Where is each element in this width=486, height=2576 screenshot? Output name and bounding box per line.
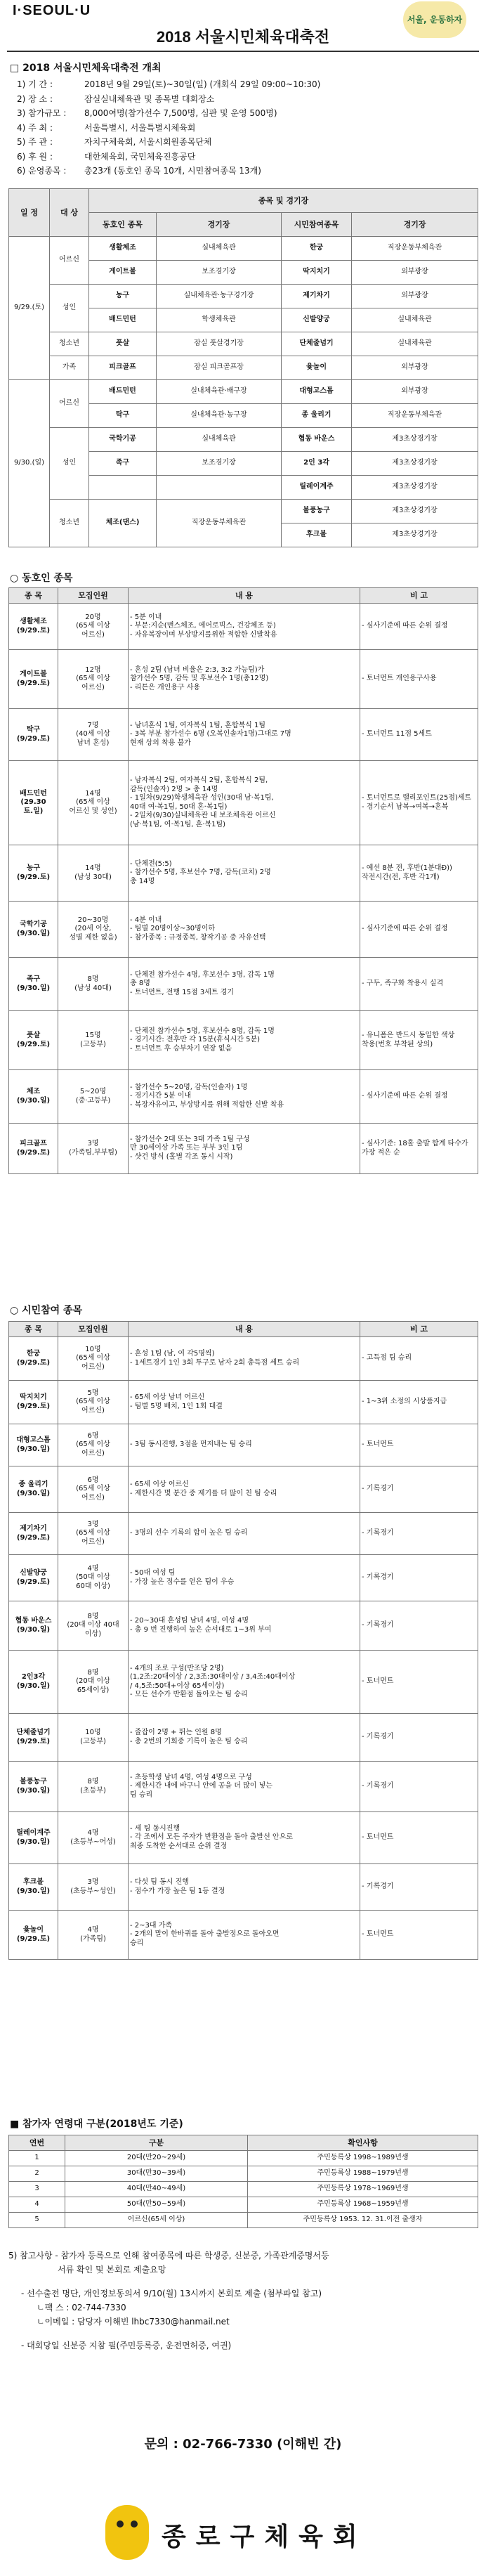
table-row: 4 50대(만50~59세) 주민등록상 1968~1959년생: [9, 2197, 478, 2213]
table-row: 배드민턴 (29.30 토.일) 14명 (65세 이상 어르신 및 성인) - 남자복식 2팀, 여자복식 2팀, 혼합복식 2팀, 감독(인솔자) 2명 > 총 14명 - 1일차(9/29)학생체육관 성인(30대 남·복1팀, 40대 여·복1팀, 50대 혼·복1팀) - 2일차(9/30)실내체육관 내 보조체육관 어르신 (남·복1팀, 여·복1팀, 혼·복1팀) - 토너먼트로 랠리포인트(25점)세트 - 경기순서 남복→여복→혼복: [9, 761, 478, 845]
table-row: 5 어르신(65세 이상) 주민등록상 1953. 12. 31.이전 출생자: [9, 2213, 478, 2228]
campaign-logo: 서울, 운동하자: [403, 1, 466, 38]
notes: 5) 참고사항 - 참가자 등록으로 인해 참여종목에 따른 학생증, 신분증, 가족관계증명서등 서류 확인 및 본회로 제출요망 - 선수출전 명단, 개인정보동의서 9/10(월) 13시까지 본회로 제출 (첨부파일 참고) ㄴ팩 스 : 02-744-7330 ㄴ이메일 : 담당자 이해빈 lhbc7330@hanmail.net - 대회당일 신분증 지참 필(주민등록증, 운전면허증, 여권): [8, 2249, 478, 2353]
table-row: 대형고스톱 (9/30.일) 6명 (65세 이상 어르신) - 3팀 동시진행, 3점을 먼저내는 팀 승리 - 토너먼트: [9, 1424, 478, 1466]
table-row: 한궁 (9/29.토) 10명 (65세 이상 어르신) - 혼성 1팀 (남, 여 각5명씩) - 1세트경기 1인 3회 투구로 남자 2회 총득점 세트 승리 - 고득점 팀 승리: [9, 1337, 478, 1381]
table-row: 3 40대(만40~49세) 주민등록상 1978~1969년생: [9, 2182, 478, 2197]
section-citizen-title: ○ 시민참여 종목: [10, 1305, 83, 1316]
table-row: 풋살 (9/29.토) 15명 (고등부) - 단체전 참가선수 5명, 후보선수 8명, 감독 1명 - 경기시간: 전후반 각 15분(휴식시간 5분) - 토너먼트 후 승부차기 연장 없음 - 유니폼은 반드시 동일한 색상 착용(번호 부착된 상의): [9, 1011, 478, 1070]
club-events-table: 종 목 모집인원 내 용 비 고 생활체조 (9/29.토) 20명 (65세 이상 어르신) - 5분 이내 - 부문:지순(맨스체조, 에어로빅스, 건강체조 등) - 자유복장이며 부상방지를위한 적합한 신발착용 - 심사기준에 따른 순위 결정 게이트볼 (9/29.토) 12명 (65세 이상 어르신) - 혼성 2팀 (남녀 비율은 2:3, 3:2 가능팀)가 참가선수 5명, 감독 및 후보선수 1명(총12명) - 리튼은 개인용구 사용 - 토너먼트 개인용구사용 탁구 (9/29.토) 7명 (40세 이상 남녀 혼성) - 남녀혼식 1팀, 여자복식 1팀, 혼합복식 1팀 - 3복 부분 참가선수 6명 (오복인솔자1명)그대로 7명 현재 상의 착용 불가 - 토너먼트 11점 5세트 배드민턴 (29.30 토.일) 14명 (65세 이상 어르신 및 성인) - 남자복식 2팀, 여자복식 2팀, 혼합복식 2팀, 감독(인솔자) 2명 > 총 14명 - 1일차(9/29)학생체육관 성인(30대 남·복1팀, 40대 여·복1팀, 50대 혼·복1팀) - 2일차(9/30)실내체육관 내 보조체육관 어르신 (남·복1팀, 여·복1팀, 혼·복1팀) - 토너먼트로 랠리포인트(25점)세트 - 경기순서 남복→여복→혼복 농구 (9/29.토) 14명 (남성 30대) - 단체전(5:5) - 참가선수 5명, 후보선수 7명, 감독(코치) 2명 총 14명 - 예선 8분 전, 후반(1분대Ð)) 작전시간(전, 후반 각1개) 국학기공 (9/30.일) 20~30명 (20세 이상, 성별 제한 없음) - 4분 이내 - 팀별 20명이상~30명이하 - 참가종목 : 규정종목, 창작기공 중 자유선택 - 심사기준에 따른 순위 결정 족구 (9/30.일) 8명 (남성 40대) - 단체전 참가선수 4명, 후보선수 3명, 감독 1명 총 8명 - 토너먼트, 전행 15점 3세트 경기 - 구두, 족구화 착용시 실격 풋살 (9/29.토) 15명 (고등부) - 단체전 참가선수 5명, 후보선수 8명, 감독 1명 - 경기시간: 전후반 각 15분(휴식시간 5분) - 토너먼트 후 승부차기 연장 없음 - 유니폼은 반드시 동일한 색상 착용(번호 부착된 상의) 체조 (9/30.일) 5~20명 (중·고등부) - 참가선수 5~20명, 감독(인솔자) 1명 - 경기시간 5분 이내 - 복장자유이고, 부상방지를 위해 적합한 신발 착용 - 심사기준에 따른 순위 결정 피크골프 (9/29.토) 3명 (가족팀,부부팀) - 참가선수 2대 또는 3대 가족 1팀 구성 만 30세이상 가족 또는 부부 3인 1팀 - 샷건 방식 (홀별 각조 동시 시작) - 심사기준: 18홀 출발 합계 타수가 가장 적은 순: [8, 587, 478, 1174]
citizen-events-table: 종 목 모집인원 내 용 비 고 한궁 (9/29.토) 10명 (65세 이상 어르신) - 혼성 1팀 (남, 여 각5명씩) - 1세트경기 1인 3회 투구로 남자 2회 총득점 세트 승리 - 고득점 팀 승리 딱지치기 (9/29.토) 5명 (65세 이상 어르신) - 65세 이상 남녀 어르신 - 팀별 5명 배치, 1인 1회 대결 - 1~3위 소정의 시상품지급 대형고스톱 (9/30.일) 6명 (65세 이상 어르신) - 3팀 동시진행, 3점을 먼저내는 팀 승리 - 토너먼트 종 울리기 (9/30.일) 6명 (65세 이상 어르신) - 65세 이상 어르신 - 제한시간 몇 분간 중 제기를 더 많이 친 팀 승리 - 기록경기 제기차기 (9/29.토) 3명 (65세 이상 어르신) - 3명의 선수 기록의 합이 높은 팀 승리 - 기록경기 신발양궁 (9/29.토) 4명 (50대 이상 60대 이상) - 50대 여성 팀 - 가장 높은 점수를 얻은 팀이 우승 - 기록경기 협동 바운스 (9/30.일) 8명 (20대 이상 40대 이상) - 20~30대 혼성팀 남녀 4명, 여성 4명 - 총 9 번 진행하여 높은 순서대로 1~3위 부여 - 기록경기 2인3각 (9/30.일) 8명 (20대 이상 65세이상) - 4개의 조로 구성(반조당 2명) (1,2조:20대이상 / 2,3조:30대이상 / 3,4조:40대이상 / 4,5조:50대+이상 65세이상) - 모든 선수가 반환점 돌아오는 팀 승리 - 토너먼트 단체줄넘기 (9/29.토) 10명 (고등부) - 줄잡이 2명 + 뛰는 인원 8명 - 총 2번의 기회중 기록이 높은 팀 승리 - 기록경기 볼풍농구 (9/30.일) 8명 (초등부) - 초등학생 남녀 4명, 여성 4명으로 구성 - 제한시간 내에 바구니 안에 공을 더 많이 넣는 팀 승리 - 기록경기 릴레이계주 (9/30.일) 4명 (초등부~어성) - 세 팀 동시진행 - 각 조에서 모든 주자가 반환점을 돌아 출발선 안으로 최종 도착한 순서대로 순위 결정 - 토너먼트 후크볼 (9/30.일) 3명 (초등부~성인) - 다섯 팀 동시 진행 - 점수가 가장 높은 팀 1등 결정 - 기록경기 윷놀이 (9/29.토) 4명 (가족팀) - 2~3대 가족 - 2개의 말이 한바퀴를 돌아 출발점으로 돌아오면 승리 - 토너먼트: [8, 1321, 478, 1960]
table-row: 족구 (9/30.일) 8명 (남성 40대) - 단체전 참가선수 4명, 후보선수 3명, 감독 1명 총 8명 - 토너먼트, 전행 15점 3세트 경기 - 구두, 족구화 착용시 실격: [9, 958, 478, 1011]
table-row: 윷놀이 (9/29.토) 4명 (가족팀) - 2~3대 가족 - 2개의 말이 한바퀴를 돌아 출발점으로 돌아오면 승리 - 토너먼트: [9, 1911, 478, 1960]
table-row: 단체줄넘기 (9/29.토) 10명 (고등부) - 줄잡이 2명 + 뛰는 인원 8명 - 총 2번의 기회중 기록이 높은 팀 승리 - 기록경기: [9, 1714, 478, 1762]
table-row: 국학기공 (9/30.일) 20~30명 (20세 이상, 성별 제한 없음) - 4분 이내 - 팀별 20명이상~30명이하 - 참가종목 : 규정종목, 창작기공 중 자유선택 - 심사기준에 따른 순위 결정: [9, 902, 478, 958]
age-table: 연번 구분 확인사항 1 20대(만20~29세) 주민등록상 1998~1989년생 2 30대(만30~39세) 주민등록상 1988~1979년생 3 40대(만40~49세) 주민등록상 1978~1969년생 4 50대(만50~59세) 주민등록상 1968~1959년생 5 어르신(65세 이상) 주민등록상 1953. 12. 31.이전 출생자: [8, 2135, 478, 2228]
footer: [0, 2494, 486, 2572]
section-overview-title: □ 2018 서울시민체육대축전 개최: [10, 63, 162, 74]
table-row: 탁구 (9/29.토) 7명 (40세 이상 남녀 혼성) - 남녀혼식 1팀, 여자복식 1팀, 혼합복식 1팀 - 3복 부분 참가선수 6명 (오복인솔자1명)그대로 7명 현재 상의 착용 불가 - 토너먼트 11점 5세트: [9, 709, 478, 761]
table-row: 피크골프 (9/29.토) 3명 (가족팀,부부팀) - 참가선수 2대 또는 3대 가족 1팀 구성 만 30세이상 가족 또는 부부 3인 1팀 - 샷건 방식 (홀별 각조 동시 시작) - 심사기준: 18홀 출발 합계 타수가 가장 적은 순: [9, 1124, 478, 1174]
seoul-logo: I·SEOUL·U: [13, 3, 91, 18]
table-row: 협동 바운스 (9/30.일) 8명 (20대 이상 40대 이상) - 20~30대 혼성팀 남녀 4명, 여성 4명 - 총 9 번 진행하여 높은 순서대로 1~3위 부여 - 기록경기: [9, 1601, 478, 1651]
info-row: 1) 기 간 : 2018년 9월 29일(토)~30일(일) (개회식 29일 09:00~10:30): [17, 79, 321, 89]
table-row: 체조 (9/30.일) 5~20명 (중·고등부) - 참가선수 5~20명, 감독(인솔자) 1명 - 경기시간 5분 이내 - 복장자유이고, 부상방지를 위해 적합한 신발 착용 - 심사기준에 따른 순위 결정: [9, 1070, 478, 1124]
table-row: 종 울리기 (9/30.일) 6명 (65세 이상 어르신) - 65세 이상 어르신 - 제한시간 몇 분간 중 제기를 더 많이 친 팀 승리 - 기록경기: [9, 1466, 478, 1513]
organization-name: 종로구체육회: [162, 2522, 367, 2551]
table-row: 릴레이계주 (9/30.일) 4명 (초등부~어성) - 세 팀 동시진행 - 각 조에서 모든 주자가 반환점을 돌아 출발선 안으로 최종 도착한 순서대로 순위 결정 - 토너먼트: [9, 1812, 478, 1864]
table-row: 농구 (9/29.토) 14명 (남성 30대) - 단체전(5:5) - 참가선수 5명, 후보선수 7명, 감독(코치) 2명 총 14명 - 예선 8분 전, 후반(1분대Ð)) 작전시간(전, 후반 각1개): [9, 845, 478, 902]
table-row: 딱지치기 (9/29.토) 5명 (65세 이상 어르신) - 65세 이상 남녀 어르신 - 팀별 5명 배치, 1인 1회 대결 - 1~3위 소정의 시상품지급: [9, 1381, 478, 1424]
section-age-title: ■ 참가자 연령대 구분(2018년도 기준): [10, 2119, 183, 2130]
table-row: 2 30대(만30~39세) 주민등록상 1988~1979년생: [9, 2166, 478, 2182]
table-row: 게이트볼 (9/29.토) 12명 (65세 이상 어르신) - 혼성 2팀 (남녀 비율은 2:3, 3:2 가능팀)가 참가선수 5명, 감독 및 후보선수 1명(총12명) - 리튼은 개인용구 사용 - 토너먼트 개인용구사용: [9, 650, 478, 709]
page-title: 2018 서울시민체육대축전: [156, 28, 330, 46]
info-row: 3) 참가규모 : 8,000여명(참가선수 7,500명, 심판 및 운영 500명): [17, 108, 277, 118]
info-row: 6) 운영종목 : 총23개 (동호인 종목 10개, 시민참여종목 13개): [17, 166, 261, 176]
schedule-table: 일 정 대 상 종목 및 경기장 동호인 종목 경기장 시민참여종목 경기장 9/29.(토) 어르신 생활체조 실내체육관 한궁 직장운동부체육관 게이트볼 보조경기장 딱지치기 외부광장 성인 농구 실내체육관·농구경기장 제기차기 외부광장 배드민턴 학생체육관 신발양궁 실내체육관 청소년 풋살 잠실 풋살경기장 단체줄넘기 실내체육관 가족 피크골프 잠실 피크골프장 윷놀이 외부광장 9/30.(일) 어르신 배드민턴 실내체육관·배구장 대형고스톱 외부광장 탁구 실내체육관·농구장 종 울리기 직장운동부체육관 성인 국학기공 실내체육관 협동 바운스 제3초상경기장 족구 보조경기장 2인 3각 제3초상경기장 릴레이계주 제3초상경기장 청소년 체조(댄스) 직장운동부체육관 볼풍농구 제3초상경기장 후크볼 제3초상경기장: [8, 188, 478, 547]
table-row: 신발양궁 (9/29.토) 4명 (50대 이상 60대 이상) - 50대 여성 팀 - 가장 높은 점수를 얻은 팀이 우승 - 기록경기: [9, 1555, 478, 1601]
contact-phone: 문의 : 02-766-7330 (이해빈 간): [144, 2437, 342, 2452]
divider: [7, 51, 479, 52]
email-link[interactable]: ㄴ이메일 : 담당자 이해빈 lhbc7330@hanmail.net: [37, 2317, 230, 2327]
header: [0, 0, 486, 49]
info-row: 5) 주 관 : 자치구체육회, 서울시회원종목단체: [17, 137, 212, 147]
info-row: 4) 주 최 : 서울특별시, 서울특별시체육회: [17, 122, 196, 133]
info-row: 2) 장 소 : 잠실실내체육관 및 종목별 대회장소: [17, 93, 215, 104]
table-row: 2인3각 (9/30.일) 8명 (20대 이상 65세이상) - 4개의 조로 구성(반조당 2명) (1,2조:20대이상 / 2,3조:30대이상 / 3,4조:40대이상 / 4,5조:50대+이상 65세이상) - 모든 선수가 반환점 돌아오는 팀 승리 - 토너먼트: [9, 1651, 478, 1714]
table-row: 제기차기 (9/29.토) 3명 (65세 이상 어르신) - 3명의 선수 기록의 합이 높은 팀 승리 - 기록경기: [9, 1513, 478, 1555]
table-row: 생활체조 (9/29.토) 20명 (65세 이상 어르신) - 5분 이내 - 부문:지순(맨스체조, 에어로빅스, 건강체조 등) - 자유복장이며 부상방지를위한 적합한 신발착용 - 심사기준에 따른 순위 결정: [9, 604, 478, 650]
table-row: 1 20대(만20~29세) 주민등록상 1998~1989년생: [9, 2151, 478, 2166]
table-row: 후크볼 (9/30.일) 3명 (초등부~성인) - 다섯 팀 동시 진행 - 점수가 가장 높은 팀 1등 결정 - 기록경기: [9, 1864, 478, 1911]
section-club-title: ○ 동호인 종목: [10, 573, 73, 584]
mascot-icon: [105, 2505, 149, 2560]
overview-info: [17, 77, 473, 178]
info-row: 6) 후 원 : 대한체육회, 국민체육진흥공단: [17, 151, 196, 162]
table-row: 볼풍농구 (9/30.일) 8명 (초등부) - 초등학생 남녀 4명, 여성 4명으로 구성 - 제한시간 내에 바구니 안에 공을 더 많이 넣는 팀 승리 - 기록경기: [9, 1762, 478, 1812]
